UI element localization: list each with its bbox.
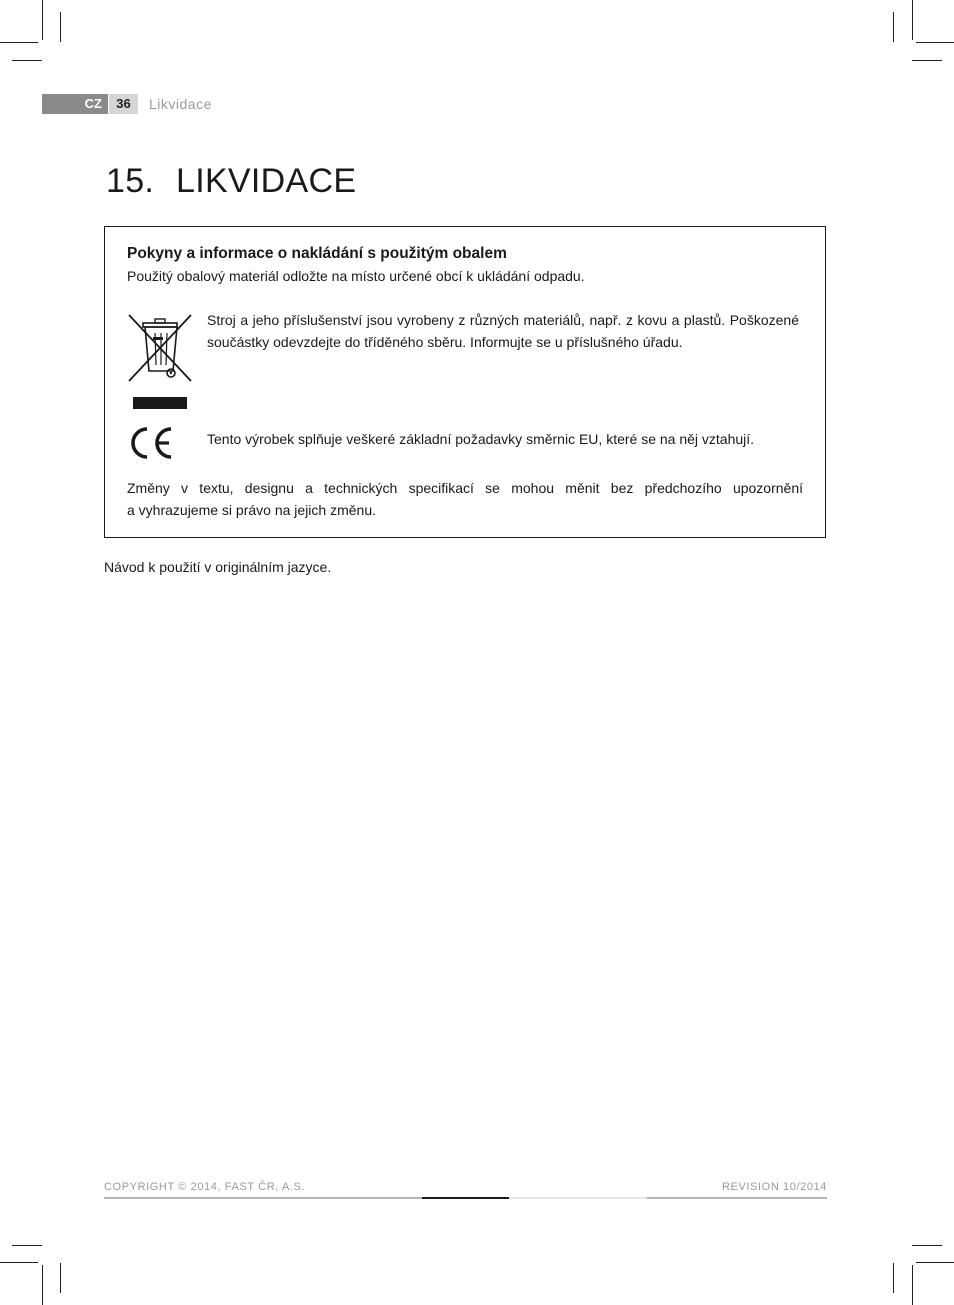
- footer-rule: [509, 1197, 647, 1199]
- crop-mark: [60, 1263, 61, 1293]
- crop-mark: [12, 1245, 42, 1246]
- changes-note: [127, 477, 803, 521]
- footer-copyright: COPYRIGHT © 2014, FAST ČR, A.S.: [104, 1181, 306, 1193]
- crop-mark: [0, 1262, 38, 1263]
- crop-mark: [916, 1262, 954, 1263]
- crop-mark: [0, 42, 38, 43]
- ce-mark-icon: [125, 425, 177, 461]
- crop-mark: [912, 0, 913, 40]
- disposal-info-box: [104, 226, 826, 538]
- footer-rule-accent: [422, 1197, 509, 1199]
- crop-mark: [893, 1263, 894, 1293]
- footer-revision: REVISION 10/2014: [722, 1181, 827, 1193]
- crop-mark: [42, 0, 43, 40]
- header-section-title: Likvidace: [149, 96, 212, 112]
- packaging-text: Použitý obalový materiál odložte na místo určené obcí k ukládání odpadu.: [127, 268, 585, 284]
- footer-rule: [104, 1197, 422, 1199]
- crop-mark: [912, 1265, 913, 1305]
- ce-text: Tento výrobek splňuje veškeré základní požadavky směrnic EU, které se na něj vztahují.: [207, 431, 755, 447]
- weee-text: Stroj a jeho příslušenství jsou vyrobeny z různých materiálů, např. z kovu a plastů. Poškozené součástky odevzdejte do tříděného sběru. Informujte se u příslušného úřadu.: [207, 312, 799, 350]
- crop-mark: [912, 1245, 942, 1246]
- box-heading: Pokyny a informace o nakládání s použitým obalem: [127, 245, 507, 262]
- crop-mark: [42, 1265, 43, 1305]
- crop-mark: [60, 12, 61, 42]
- changes-note-line2: a vyhrazujeme si právo na jejich změnu.: [127, 502, 377, 518]
- changes-note-line1: Změny v textu, designu a technických specifikací se mohou měnit bez předchozího upozornění: [127, 480, 803, 496]
- weee-crossed-bin-icon: [125, 311, 197, 411]
- crop-mark: [12, 60, 42, 61]
- section-number: 15.: [106, 162, 155, 200]
- crop-mark: [916, 42, 954, 43]
- footer-rule: [647, 1197, 827, 1199]
- crop-mark: [893, 12, 894, 42]
- original-language-note: Návod k použití v originálním jazyce.: [104, 559, 332, 575]
- page-number: 36: [109, 94, 138, 114]
- section-title-text: LIKVIDACE: [176, 162, 357, 200]
- crop-mark: [912, 60, 942, 61]
- language-tab: CZ: [42, 94, 108, 114]
- section-heading: [106, 162, 356, 201]
